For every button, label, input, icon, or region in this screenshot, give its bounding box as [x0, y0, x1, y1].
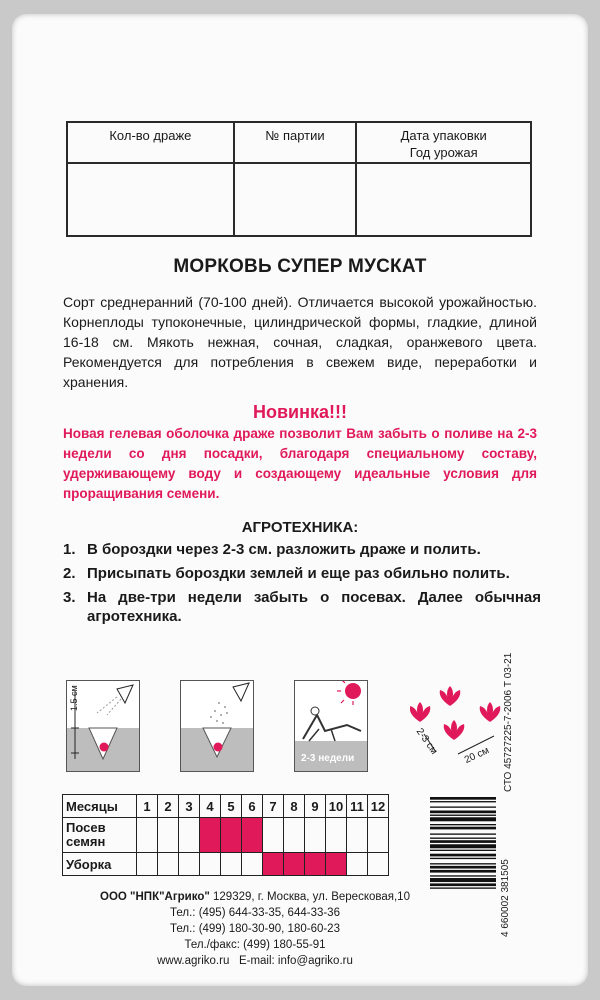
barcode-bar	[430, 850, 496, 851]
step-item	[63, 540, 541, 559]
sowing-label	[63, 818, 137, 853]
phone-1: Тел.: (495) 644-33-35, 644-33-36	[170, 907, 340, 919]
barcode-bar	[430, 815, 496, 816]
sowing-row	[63, 818, 389, 853]
harvest-month-cell	[368, 853, 389, 876]
website-link[interactable]: www.agriko.ru	[157, 955, 230, 967]
harvest-month-cell	[347, 853, 368, 876]
month-cell: 8	[284, 795, 305, 818]
barcode-bar	[430, 833, 496, 834]
harvest-month-cell	[284, 853, 305, 876]
sowing-month-cell	[221, 818, 242, 853]
harvest-month-cell	[137, 853, 158, 876]
harvest-month-cell	[242, 853, 263, 876]
month-cell: 9	[305, 795, 326, 818]
phone-2: Тел.: (499) 180-30-90, 180-60-23	[170, 923, 340, 935]
sowing-month-cell	[326, 818, 347, 853]
step-text: Присыпать бороздки землей и еще раз обильно полить.	[87, 565, 510, 582]
barcode-bar	[430, 838, 496, 839]
barcode-bar	[430, 824, 496, 825]
barcode-bar	[430, 878, 496, 882]
harvest-month-cell	[326, 853, 347, 876]
rest-pictogram	[294, 680, 368, 772]
sowing-month-cell	[200, 818, 221, 853]
barcode-bars-icon	[428, 795, 498, 937]
email-link[interactable]: E-mail: info@agriko.ru	[238, 955, 353, 967]
barcode-bar	[430, 827, 496, 830]
sowing-label-line2: семян	[66, 834, 106, 849]
sowing-month-cell	[137, 818, 158, 853]
weeks-label: 2-3 недели	[301, 753, 355, 764]
barcode-bar	[430, 887, 496, 888]
pack-date-label: Дата упаковки	[400, 128, 487, 143]
batch-header-row	[67, 122, 531, 163]
sowing-month-cell	[263, 818, 284, 853]
product-title: МОРКОВЬ СУПЕР МУСКАТ	[173, 256, 427, 277]
harvest-month-cell	[200, 853, 221, 876]
batch-no-cell	[234, 163, 357, 236]
qty-cell	[67, 163, 234, 236]
barcode-number: 4 660002 381505	[500, 859, 511, 937]
month-cell: 4	[200, 795, 221, 818]
sowing-depth-pictogram	[66, 680, 140, 772]
barcode-bar	[430, 854, 496, 857]
month-cell: 1	[137, 795, 158, 818]
months-label: Месяцы	[63, 795, 137, 818]
barcode-bar	[430, 806, 496, 807]
month-cell: 7	[263, 795, 284, 818]
barcode-bar	[430, 801, 496, 802]
step-item	[63, 564, 541, 583]
barcode-bar	[430, 870, 496, 873]
sowing-month-cell	[347, 818, 368, 853]
harvest-month-cell	[221, 853, 242, 876]
step-item	[63, 588, 541, 626]
month-cell: 10	[326, 795, 347, 818]
step-number: 3.	[63, 589, 76, 606]
harvest-month-cell	[305, 853, 326, 876]
barcode-bar	[430, 817, 496, 821]
harvest-row	[63, 853, 389, 876]
barcode-bar	[430, 811, 496, 814]
between-spacing-label: 20 см	[462, 745, 491, 766]
sowing-calendar	[62, 794, 389, 876]
depth-label: 1.5 см	[69, 685, 79, 711]
batch-value-row	[67, 163, 531, 236]
company-name: ООО "НПК"Агрико"	[100, 891, 210, 903]
row-spacing-label: 2-3 см	[413, 726, 440, 757]
batch-no-header: № партии	[234, 122, 357, 163]
sowing-month-cell	[368, 818, 389, 853]
harvest-year-label: Год урожая	[409, 145, 478, 160]
covered-furrow-icon	[181, 681, 253, 771]
step-text: В бороздки через 2-3 см. разложить драже и полить.	[87, 541, 481, 558]
sowing-label-line1: Посев	[66, 820, 106, 835]
barcode-bar	[430, 844, 496, 848]
novelty-text: Новая гелевая оболочка драже позволит Вам забыть о поливе на 2-3 недели со дня посадки, благодаря специальному составу, удерживающему воду и создающему идеальные условия для проращивания семени.	[63, 426, 537, 501]
agrotechnics-heading: АГРОТЕХНИКА:	[241, 519, 359, 536]
sprouts-icon	[410, 678, 506, 774]
batch-info-table	[66, 121, 532, 237]
cover-furrow-pictogram	[180, 680, 254, 772]
barcode-bar	[430, 858, 496, 859]
standard-code	[503, 652, 521, 792]
barcode-bar	[430, 840, 496, 843]
month-cell: 12	[368, 795, 389, 818]
pack-date-cell	[356, 163, 531, 236]
harvest-month-cell	[263, 853, 284, 876]
fax: Тел./факс: (499) 180-55-91	[184, 939, 326, 951]
barcode-bar	[430, 863, 496, 864]
company-address-line	[70, 889, 440, 905]
pack-date-header	[356, 122, 531, 163]
novelty-heading: Новинка!!!	[253, 402, 347, 422]
barcode-bar	[430, 866, 496, 869]
barcode	[428, 795, 514, 937]
agrotechnics-steps	[63, 540, 541, 631]
sowing-month-cell	[305, 818, 326, 853]
company-info	[70, 889, 440, 969]
month-cell: 5	[221, 795, 242, 818]
harvest-month-cell	[179, 853, 200, 876]
barcode-bar	[430, 797, 496, 800]
qty-header: Кол-во драже	[67, 122, 234, 163]
sowing-month-cell	[158, 818, 179, 853]
month-cell: 3	[179, 795, 200, 818]
barcode-bar	[430, 875, 496, 876]
step-text: На две-три недели забыть о посевах. Далее обычная агротехника.	[87, 589, 541, 625]
step-number: 1.	[63, 541, 76, 558]
harvest-label: Уборка	[63, 853, 137, 876]
standard-code-text: СТО 45727225-7-2006 Т 03-21	[503, 652, 514, 792]
company-address: 129329, г. Москва, ул. Вересковая,10	[213, 891, 410, 903]
sprouts-spacing-pictogram	[410, 678, 506, 774]
harvest-month-cell	[158, 853, 179, 876]
variety-description: Сорт среднеранний (70-100 дней). Отличается высокой урожайностью. Корнеплоды тупоконечные, цилиндрической формы, гладкие, длиной 16-18 см. Мякоть нежная, сочная, сладкая, оранжевого цвета. Рекомендуется для потребления в свежем виде, переработки и хранения.	[63, 294, 537, 390]
web-email-line	[70, 953, 440, 969]
step-number: 2.	[63, 565, 76, 582]
sowing-month-cell	[242, 818, 263, 853]
month-cell: 2	[158, 795, 179, 818]
months-row	[63, 795, 389, 818]
barcode-bar	[430, 883, 496, 886]
sowing-month-cell	[284, 818, 305, 853]
sowing-month-cell	[179, 818, 200, 853]
month-cell: 11	[347, 795, 368, 818]
month-cell: 6	[242, 795, 263, 818]
